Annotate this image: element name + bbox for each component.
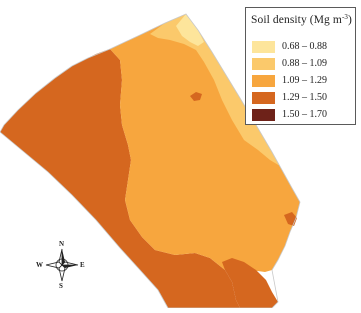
legend-item-2 [252,75,352,87]
compass-east-label: E [80,261,85,269]
north-arrow-compass [38,241,86,289]
legend-label-0: 0.68 – 0.88 [282,41,327,52]
legend-swatch-4 [252,109,275,121]
legend-item-1 [252,58,352,70]
legend-swatch-2 [252,75,275,87]
legend-swatch-3 [252,92,275,104]
legend-title: Soil density (Mg $m^{-3}$) [251,13,352,26]
legend-swatch-1 [252,58,275,70]
legend-swatch-0 [252,41,275,53]
legend-label-1: 0.88 – 1.09 [282,58,327,69]
map-legend [245,7,356,125]
legend-label-3: 1.29 – 1.50 [282,92,327,103]
compass-west-label: W [36,261,43,269]
legend-label-4: 1.50 – 1.70 [282,109,327,120]
legend-label-2: 1.09 – 1.29 [282,75,327,86]
compass-south-label: S [59,282,63,290]
legend-item-4 [252,109,352,121]
compass-north-label: N [59,240,65,248]
legend-item-3 [252,92,352,104]
legend-title-exponent: -3 [341,13,348,21]
legend-item-0 [252,41,352,53]
